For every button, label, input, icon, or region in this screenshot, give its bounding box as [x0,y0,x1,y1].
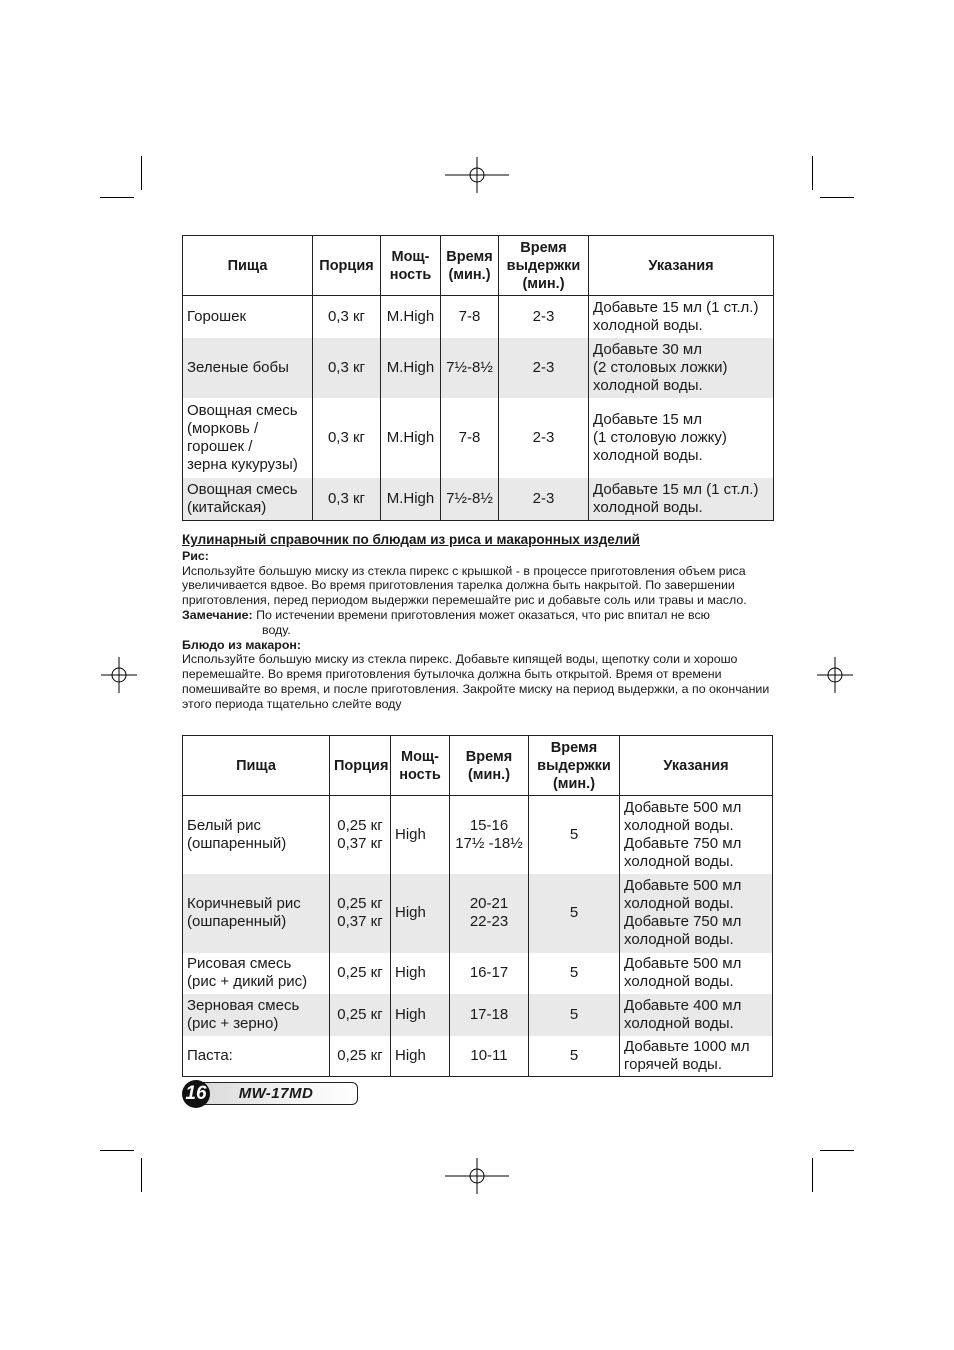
table-row [183,338,774,398]
header-food: Пища [183,736,330,796]
crop-mark-tr-vertical [812,156,813,190]
cell-time: 7-8 [441,296,499,338]
cell-time: 20-21 22-23 [450,874,529,953]
cell-portion: 0,3 кг [313,398,381,478]
table-row [183,1036,773,1077]
cell-standing: 5 [529,874,620,953]
cell-notes: Добавьте 500 мл холодной воды. Добавьте 750 мл холодной воды. [624,798,742,870]
crop-mark-br-horizontal [820,1150,854,1151]
table-row [183,796,773,874]
cell-notes: Добавьте 30 мл (2 столовых ложки) холодной воды. [589,338,774,398]
model-name: MW-17MD [194,1082,358,1105]
note-text-continued: воду. [262,622,291,637]
cell-standing: 5 [529,796,620,874]
header-notes: Указания [589,236,774,296]
rice-text: Используйте большую миску из стекла пирекс с крышкой - в процессе приготовления объем риса увеличивается вдвое. Во время приготовления тарелка должна быть накрытой. По завершении приготовления, перед периодом выдержки перемешайте рис и добавьте соль или травы и масло. [182,563,747,608]
registration-mark-left [101,657,137,693]
cell-notes: Добавьте 1000 мл горячей воды. [624,1037,750,1073]
header-standing-time: Время выдержки (мин.) [529,736,620,796]
crop-mark-br-vertical [812,1158,813,1192]
cell-time: 15-16 17½ -18½ [450,796,529,874]
table-row [183,398,774,478]
guide-title: Кулинарный справочник по блюдам из риса и макаронных изделий [182,532,640,547]
cell-power: High [391,994,450,1036]
crop-mark-tr-horizontal [820,197,854,198]
crop-mark-tl-vertical [141,156,142,190]
cell-power: High [391,1036,450,1077]
header-standing-time: Время выдержки (мин.) [499,236,589,296]
cell-food: Белый рис (ошпаренный) [183,796,330,874]
note-text: По истечении времени приготовления может оказаться, что рис впитал не всю [256,607,710,622]
cell-food: Зеленые бобы [183,338,313,398]
note-label: Замечание: [182,607,253,622]
cell-power: M.High [381,478,441,520]
cell-standing: 2-3 [499,478,589,520]
cell-power: M.High [381,398,441,478]
cell-notes: Добавьте 15 мл (1 ст.л.) холодной воды. [589,478,774,520]
header-food: Пища [183,236,313,296]
cell-standing: 2-3 [499,398,589,478]
vegetables-cooking-table [182,235,774,521]
cell-notes: Добавьте 15 мл (1 ст.л.) холодной воды. [593,299,759,335]
cell-food: Паста: [183,1036,330,1077]
cell-time: 17-18 [450,994,529,1036]
registration-mark-bottom [445,1158,509,1194]
cell-notes: Добавьте 15 мл (1 столовую ложку) холодной воды. [593,411,727,465]
table-row [183,994,773,1036]
cell-notes: Добавьте 400 мл холодной воды. [620,994,773,1036]
rice-pasta-cooking-table [182,735,773,1077]
cell-food: Овощная смесь (морковь / горошек / зерна кукурузы) [183,398,313,478]
cell-standing: 5 [529,953,620,994]
rice-pasta-guide [182,533,772,712]
cell-food: Горошек [183,296,313,338]
cell-power: M.High [381,296,441,338]
cell-power: M.High [381,338,441,398]
crop-mark-tl-horizontal [100,197,134,198]
cell-standing: 2-3 [499,296,589,338]
table-row [183,296,774,338]
cell-time: 7½-8½ [441,478,499,520]
registration-mark-right [817,657,853,693]
cell-power: High [391,953,450,994]
crop-mark-bl-horizontal [100,1150,134,1151]
note-paragraph [182,608,772,623]
header-power: Мощ- ность [381,236,441,296]
cell-portion: 0,3 кг [313,478,381,520]
cell-portion: 0,3 кг [313,338,381,398]
header-time: Время (мин.) [450,736,529,796]
cell-notes: Добавьте 500 мл холодной воды. Добавьте 750 мл холодной воды. [620,874,773,953]
cell-time: 7½-8½ [441,338,499,398]
page-number: 16 [182,1080,210,1108]
cell-standing: 5 [529,1036,620,1077]
cell-food: Рисовая смесь (рис + дикий рис) [183,953,330,994]
cell-standing: 2-3 [499,338,589,398]
header-time: Время (мин.) [441,236,499,296]
cell-time: 10-11 [450,1036,529,1077]
cell-food: Коричневый рис (ошпаренный) [183,874,330,953]
header-power: Мощ- ность [391,736,450,796]
table-row [183,953,773,994]
cell-food: Овощная смесь (китайская) [183,478,313,520]
cell-portion: 0,3 кг [313,296,381,338]
cell-standing: 5 [529,994,620,1036]
cell-portion: 0,25 кг [330,1036,391,1077]
table-row [183,874,773,953]
cell-power: High [391,796,450,874]
header-portion: Порция [313,236,381,296]
pasta-text: Используйте большую миску из стекла пирекс. Добавьте кипящей воды, щепотку соли и хорошо перемешайте. Во время приготовления бутылочка должна быть открытой. Время от времени помешивайте во время, и после приготовления. Закройте миску на период выдержки, а по окончании этого периода тщательно слейте воду [182,652,770,711]
table-row [183,478,774,520]
header-portion: Порция [330,736,391,796]
cell-food: Зерновая смесь (рис + зерно) [183,994,330,1036]
rice-label: Рис: [182,548,209,563]
page-footer [182,1080,358,1107]
cell-time: 16-17 [450,953,529,994]
registration-mark-top [445,157,509,193]
header-notes: Указания [620,736,773,796]
cell-time: 7-8 [441,398,499,478]
cell-portion: 0,25 кг [330,994,391,1036]
cell-portion: 0,25 кг 0,37 кг [330,874,391,953]
cell-notes: Добавьте 500 мл холодной воды. [624,955,742,990]
cell-portion: 0,25 кг 0,37 кг [330,796,391,874]
cell-power: High [391,874,450,953]
pasta-label: Блюдо из макарон: [182,637,302,652]
crop-mark-bl-vertical [141,1158,142,1192]
cell-portion: 0,25 кг [330,953,391,994]
